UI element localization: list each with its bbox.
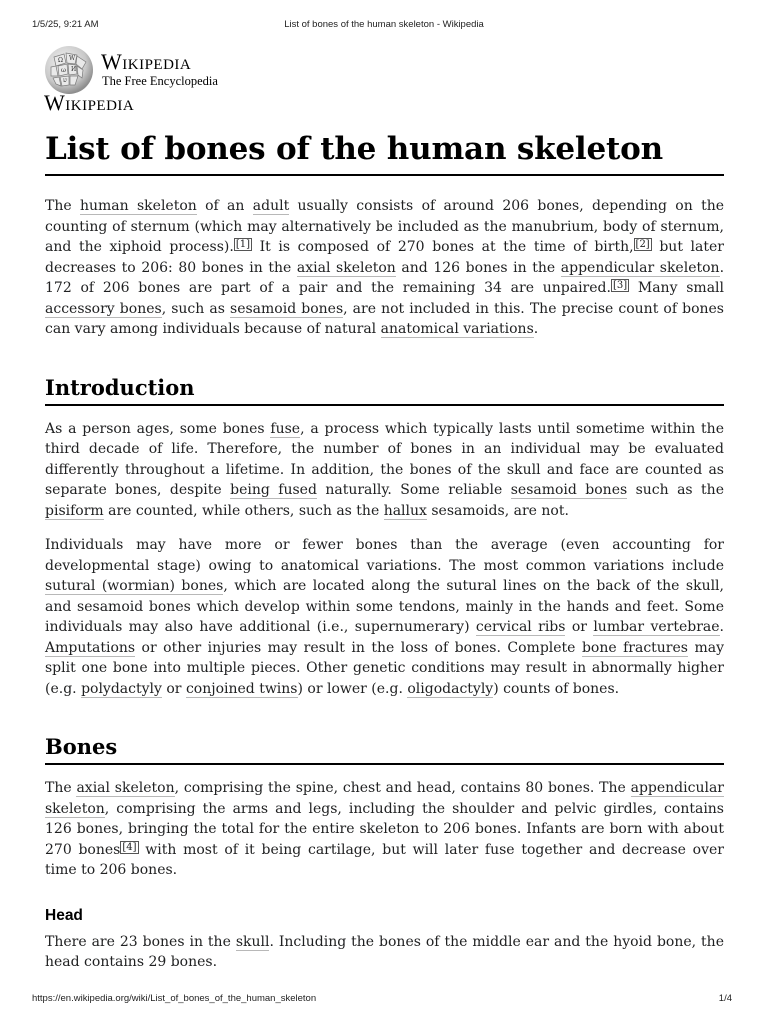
- site-name[interactable]: Wikipedia: [44, 90, 135, 115]
- link-polydactyly[interactable]: polydactyly: [81, 680, 162, 697]
- reference-2[interactable]: [2]: [635, 239, 650, 250]
- svg-text:ש: ש: [63, 77, 68, 84]
- text: sesamoids, are not.: [426, 502, 569, 519]
- text: and 126 bones in the: [395, 259, 561, 276]
- text: , a process which typically lasts until sometime within the third decade of life. Therefore, the number of bones in an individual may be evaluated differently throughout a lifetime. In addition, the bones of the skull and face are counted as separate bones, despite: [45, 420, 724, 498]
- introduction-paragraph-2: [45, 535, 724, 699]
- wikipedia-logo[interactable]: [44, 45, 274, 95]
- print-page-title: List of bones of the human skeleton - Wikipedia: [284, 19, 484, 30]
- link-sutural-wormian-bones[interactable]: sutural (wormian) bones: [45, 578, 224, 594]
- link-appendicular-skeleton[interactable]: appendicular skeleton: [560, 259, 720, 276]
- text: As a person ages, some bones: [45, 420, 271, 437]
- text: with most of it being cartilage, but will later fuse together and decrease over time to 206 bones.: [45, 841, 724, 878]
- reference-4[interactable]: [4]: [122, 841, 137, 853]
- text: or other injuries may result in the loss of bones. Complete: [135, 639, 582, 656]
- text: . Including the bones of the middle ear and the hyoid bone, the head contains 29 bones.: [45, 933, 724, 970]
- link-appendicular-skeleton[interactable]: appendicular skeleton: [45, 780, 724, 817]
- reference-3[interactable]: [3]: [612, 280, 628, 291]
- text: but later decreases to 206: 80 bones in the: [45, 239, 724, 276]
- svg-text:ω: ω: [61, 67, 66, 74]
- text: . 172 of 206 bones are part of a pair and the remaining 34 are unpaired.: [45, 259, 725, 296]
- text: may split one bone into multiple pieces. Other genetic conditions may result in abnormally higher (e.g.: [45, 639, 724, 697]
- link-cervical-ribs[interactable]: cervical ribs: [475, 619, 566, 635]
- text: , comprising the arms and legs, including the shoulder and pelvic girdles, contains 126 bones, bringing the total for the entire skeleton to 206 bones. Infants are born with about 270 bones: [45, 800, 724, 858]
- link-being-fused[interactable]: being fused: [230, 482, 317, 498]
- svg-text:И: И: [71, 66, 77, 73]
- print-date: 1/5/25, 9:21 AM: [32, 19, 99, 30]
- text: or: [565, 619, 594, 635]
- text: such as the: [627, 482, 724, 498]
- wordmark: Wikipedia: [101, 49, 192, 74]
- text: naturally. Some reliable: [316, 482, 511, 498]
- wikipedia-globe-icon: [44, 45, 96, 95]
- article-content: [45, 127, 724, 973]
- link-lumbar-vertebrae[interactable]: lumbar vertebrae: [593, 619, 720, 635]
- head-paragraph: [45, 932, 724, 973]
- link-sesamoid-bones[interactable]: sesamoid bones: [230, 300, 344, 317]
- print-footer: [32, 993, 736, 1007]
- text: , are not included in this. The precise count of bones can vary among individuals because of natural: [45, 300, 724, 337]
- text: Many small: [629, 280, 724, 296]
- link-human-skeleton[interactable]: human skeleton: [79, 198, 197, 214]
- link-bone-fractures[interactable]: bone fractures: [581, 639, 688, 656]
- link-axial-skeleton[interactable]: axial skeleton: [296, 259, 396, 276]
- text: Individuals may have more or fewer bones than the average (even accounting for developmental stage) owing to anatomical variations. The most common variations include: [45, 537, 724, 574]
- link-amputations[interactable]: Amputations: [45, 639, 136, 656]
- svg-text:Ω: Ω: [58, 57, 63, 64]
- link-pisiform[interactable]: pisiform: [45, 502, 104, 519]
- link-fuse[interactable]: fuse: [270, 420, 301, 437]
- text: , such as: [161, 300, 231, 317]
- introduction-paragraph-1: [45, 419, 724, 522]
- text: usually consists of around 206 bones, depending on the counting of sternum (which may alternatively be included as the manubrium, body of sternum, and the xiphoid process).: [45, 198, 724, 255]
- lead-paragraph: [45, 196, 724, 340]
- link-adult[interactable]: adult: [252, 198, 290, 214]
- page-title: List of bones of the human skeleton: [45, 127, 724, 176]
- tagline: The Free Encyclopedia: [102, 74, 218, 88]
- section-heading-introduction: Introduction: [45, 373, 724, 406]
- text: ) counts of bones.: [493, 680, 620, 697]
- text: , comprising the spine, chest and head, contains 80 bones. The: [174, 780, 631, 796]
- text: .: [719, 619, 724, 635]
- text: It is composed of 270 bones at the time of birth,: [251, 239, 634, 255]
- bones-paragraph: [45, 778, 724, 881]
- link-hallux[interactable]: hallux: [383, 502, 427, 519]
- link-axial-skeleton[interactable]: axial skeleton: [76, 780, 175, 796]
- text: ) or lower (e.g.: [297, 680, 408, 697]
- text: .: [533, 321, 539, 337]
- text: There are 23 bones in the: [45, 933, 236, 950]
- link-accessory-bones[interactable]: accessory bones: [45, 300, 162, 317]
- subsection-heading-head: Head: [45, 906, 83, 924]
- svg-text:W: W: [69, 55, 76, 62]
- print-header: [32, 19, 736, 33]
- reference-1[interactable]: [1]: [235, 239, 250, 250]
- link-oligodactyly[interactable]: oligodactyly: [407, 680, 494, 697]
- link-sesamoid-bones[interactable]: sesamoid bones: [510, 482, 628, 498]
- text: or: [161, 680, 186, 697]
- section-heading-bones: Bones: [45, 732, 724, 765]
- text: The: [45, 780, 77, 796]
- text: , which are located along the sutural lines on the back of the skull, and sesamoid bones which develop within some tendons, mainly in the hands and feet. Some individuals may also have additional (i.e., supernumerary): [45, 578, 724, 635]
- link-conjoined-twins[interactable]: conjoined twins: [185, 680, 298, 697]
- text: are counted, while others, such as the: [103, 502, 384, 519]
- link-anatomical-variations[interactable]: anatomical variations: [380, 321, 534, 337]
- text: of an: [196, 198, 253, 214]
- text: The: [45, 198, 80, 214]
- page-number: 1/4: [718, 993, 732, 1004]
- page-url: https://en.wikipedia.org/wiki/List_of_bones_of_the_human_skeleton: [32, 993, 317, 1004]
- link-skull[interactable]: skull: [235, 933, 270, 950]
